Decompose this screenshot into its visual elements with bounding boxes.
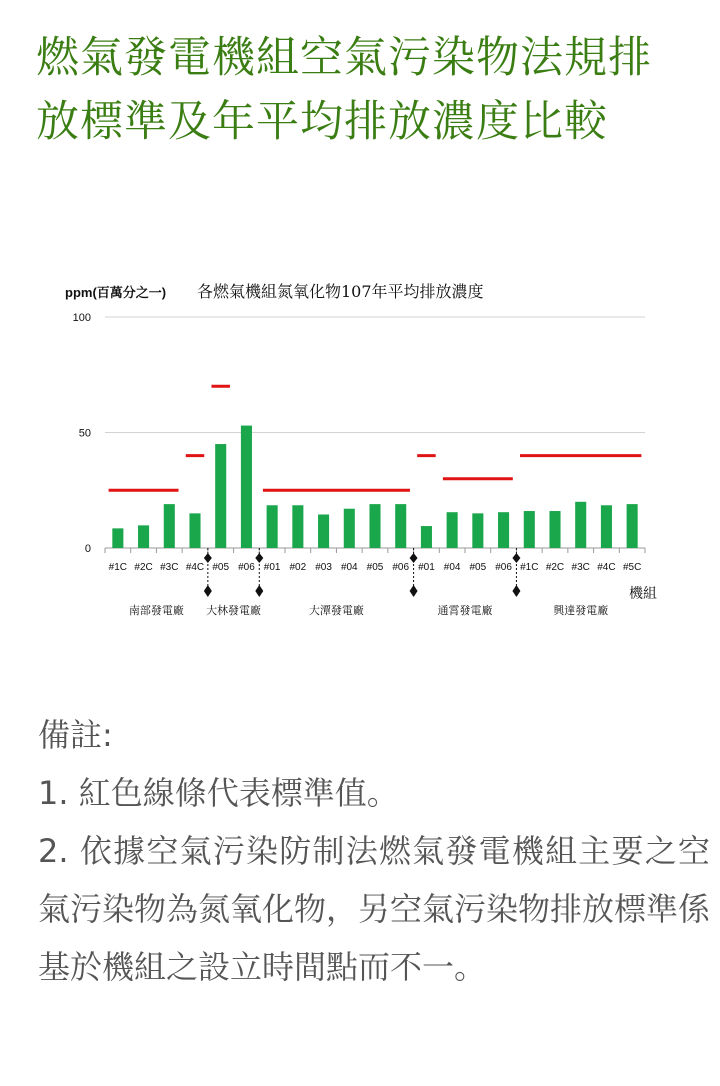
bar: [241, 426, 252, 548]
bars: [112, 426, 637, 548]
chart-svg: [0, 270, 720, 650]
plant-label: 通霄發電廠: [437, 604, 493, 617]
bar: [472, 513, 483, 548]
bar: [292, 505, 303, 548]
page-title: 燃氣發電機組空氣污染物法規排放標準及年平均排放濃度比較: [36, 33, 652, 147]
separator-diamond: [512, 585, 520, 597]
nox-chart: [0, 270, 720, 650]
note-item-1: 1. 紅色線條代表標準值。: [38, 774, 399, 812]
y-axis-label: ppm(百萬分之一): [65, 285, 167, 300]
x-tick-label: #1C: [108, 562, 128, 573]
standard-lines: [109, 386, 642, 490]
bar: [215, 444, 226, 548]
x-tick-label: #01: [418, 562, 435, 573]
plant-label: 南部發電廠: [128, 604, 184, 617]
y-tick-label: 100: [72, 312, 91, 324]
plant-label: 大林發電廠: [206, 604, 262, 617]
x-tick-label: #06: [392, 562, 410, 573]
notes-heading: 備註:: [38, 716, 113, 754]
bar: [601, 505, 612, 548]
bar: [267, 505, 278, 548]
bar: [189, 513, 200, 548]
x-tick-label: #05: [469, 562, 487, 573]
bar: [344, 509, 355, 548]
plant-labels: [129, 603, 608, 617]
x-tick-label: #05: [366, 562, 384, 573]
x-tick-label: #4C: [185, 562, 205, 573]
x-tick-label: #4C: [597, 562, 616, 573]
bar: [627, 504, 638, 548]
bar: [575, 502, 586, 548]
y-tick-labels: [73, 312, 91, 555]
x-tick-labels: [105, 548, 645, 573]
x-tick-label: #2C: [134, 562, 153, 573]
x-tick-label: #2C: [545, 562, 565, 573]
x-tick-label: #1C: [520, 562, 539, 573]
bar: [369, 504, 380, 548]
separator-diamond: [255, 585, 263, 597]
bar: [395, 504, 406, 548]
plant-label: 興達發電廠: [553, 604, 609, 617]
x-tick-label: #03: [315, 562, 332, 573]
plant-label: 大潭發電廠: [308, 604, 364, 617]
separator-diamond: [204, 553, 212, 563]
bar: [164, 504, 175, 548]
x-axis-label: 機組: [629, 586, 657, 602]
x-tick-label: #05: [212, 562, 230, 573]
bar: [549, 511, 560, 548]
x-tick-label: #04: [443, 562, 461, 573]
x-tick-label: #5C: [622, 562, 642, 573]
separator-diamond: [204, 585, 212, 597]
bar: [318, 515, 329, 548]
x-tick-label: #06: [495, 562, 512, 573]
bar: [447, 512, 458, 548]
x-tick-label: #04: [340, 562, 358, 573]
bar: [498, 512, 509, 548]
bar: [421, 526, 432, 548]
x-tick-label: #01: [263, 562, 281, 573]
bar: [112, 528, 123, 548]
y-tick-label: 0: [84, 543, 91, 555]
x-tick-label: #3C: [571, 562, 590, 573]
separator-diamond: [410, 585, 418, 597]
bar: [138, 525, 149, 548]
note-item-2: 2. 依據空氣污染防制法燃氣發電機組主要之空氣污染物為氮氧化物，另空氣污染物排放標準係基於機組之設立時間點而不一。: [38, 832, 711, 986]
bar: [524, 511, 535, 548]
x-tick-label: #02: [289, 562, 307, 573]
chart-title: 各燃氣機組氮氧化物107年平均排放濃度: [197, 282, 484, 301]
x-tick-label: #06: [238, 562, 255, 573]
y-tick-label: 50: [78, 427, 91, 440]
separator-diamond: [410, 553, 418, 563]
separator-diamond: [255, 553, 263, 563]
notes-section: [38, 706, 710, 996]
x-tick-label: #3C: [160, 562, 179, 573]
